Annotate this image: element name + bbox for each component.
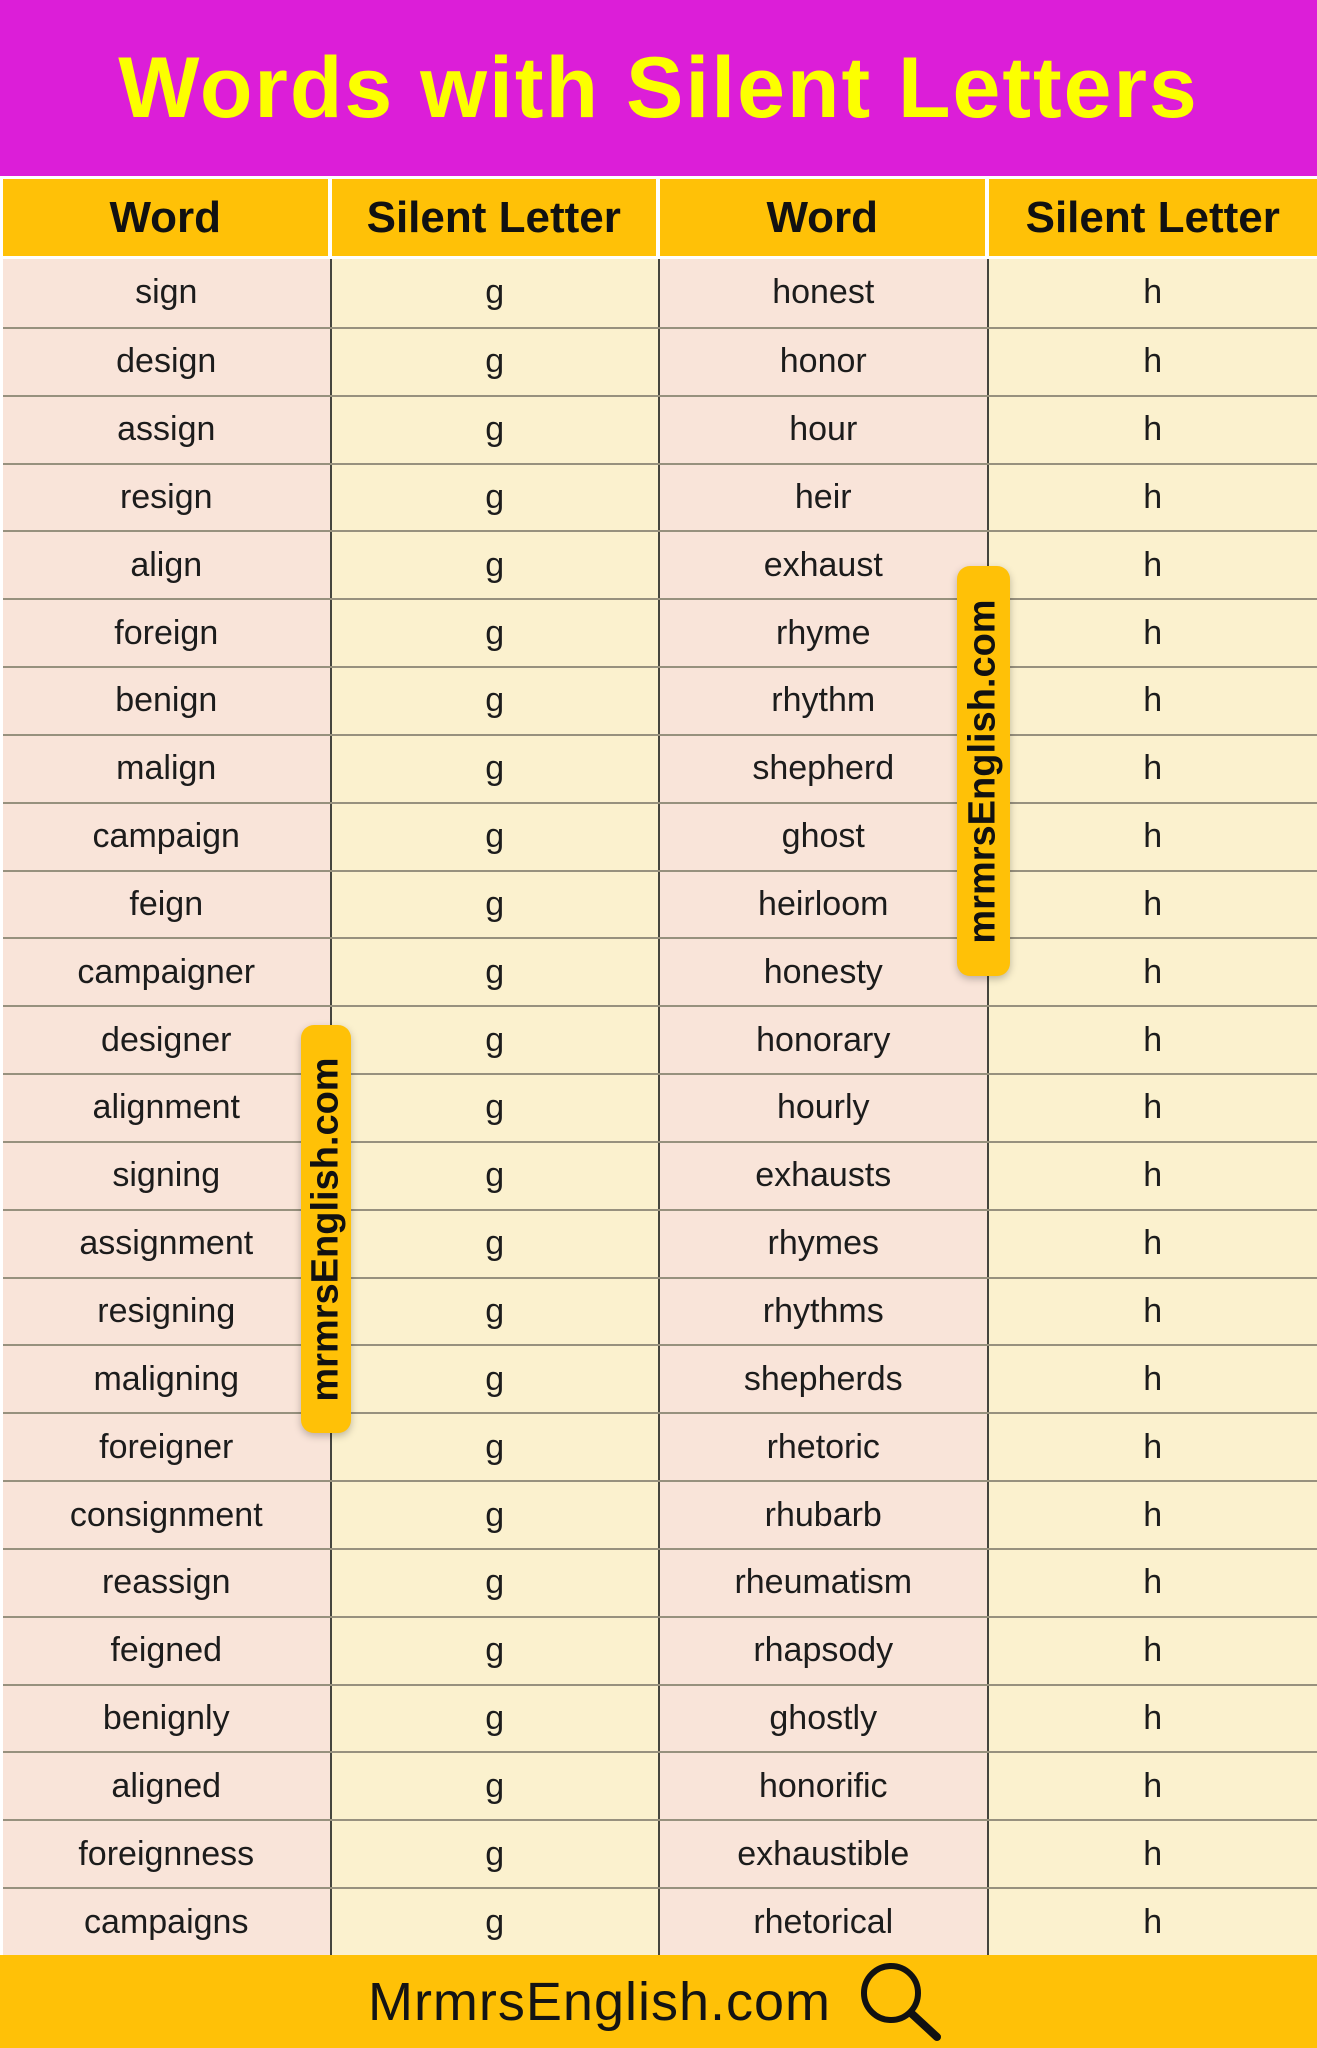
word-cell: rhetorical bbox=[660, 1889, 989, 1955]
silent-letter-cell: g bbox=[332, 1550, 661, 1616]
silent-letter-cell: g bbox=[332, 1482, 661, 1548]
word-cell: maligning bbox=[3, 1346, 332, 1412]
table-row bbox=[3, 259, 1317, 327]
silent-letter-cell: h bbox=[989, 1821, 1317, 1887]
word-cell: exhausts bbox=[660, 1143, 989, 1209]
silent-letter-cell: g bbox=[332, 668, 661, 734]
table-row bbox=[3, 1412, 1317, 1480]
watermark-left bbox=[301, 1025, 351, 1433]
silent-letter-cell: g bbox=[332, 1007, 661, 1073]
column-header-word-right: Word bbox=[660, 179, 989, 256]
table-row bbox=[3, 395, 1317, 463]
word-cell: campaigner bbox=[3, 939, 332, 1005]
table-row bbox=[3, 937, 1317, 1005]
word-cell: honesty bbox=[660, 939, 989, 1005]
word-cell: sign bbox=[3, 259, 332, 327]
silent-letter-cell: h bbox=[989, 329, 1317, 395]
word-cell: reassign bbox=[3, 1550, 332, 1616]
silent-letter-cell: g bbox=[332, 329, 661, 395]
watermark-left-text: mrmrsEnglish.com bbox=[304, 1056, 347, 1402]
table-row bbox=[3, 1751, 1317, 1819]
silent-letter-cell: g bbox=[332, 872, 661, 938]
table-row bbox=[3, 1480, 1317, 1548]
word-cell: hour bbox=[660, 397, 989, 463]
silent-letter-cell: h bbox=[989, 872, 1317, 938]
silent-letter-cell: h bbox=[989, 1753, 1317, 1819]
table-row bbox=[3, 327, 1317, 395]
silent-letter-cell: h bbox=[989, 1414, 1317, 1480]
silent-letter-cell: g bbox=[332, 1686, 661, 1752]
table-row bbox=[3, 1277, 1317, 1345]
silent-letter-cell: h bbox=[989, 1279, 1317, 1345]
word-cell: benignly bbox=[3, 1686, 332, 1752]
word-cell: malign bbox=[3, 736, 332, 802]
table-row bbox=[3, 1073, 1317, 1141]
word-cell: design bbox=[3, 329, 332, 395]
table-body bbox=[0, 259, 1317, 1955]
word-cell: signing bbox=[3, 1143, 332, 1209]
silent-letter-cell: g bbox=[332, 1211, 661, 1277]
silent-letter-cell: h bbox=[989, 668, 1317, 734]
silent-letter-cell: g bbox=[332, 1414, 661, 1480]
silent-letter-cell: g bbox=[332, 532, 661, 598]
table-row bbox=[3, 1209, 1317, 1277]
word-cell: honor bbox=[660, 329, 989, 395]
silent-letter-cell: h bbox=[989, 1550, 1317, 1616]
silent-letter-cell: g bbox=[332, 1753, 661, 1819]
table-row bbox=[3, 1548, 1317, 1616]
silent-letter-cell: h bbox=[989, 1889, 1317, 1955]
word-cell: heir bbox=[660, 465, 989, 531]
word-cell: heirloom bbox=[660, 872, 989, 938]
table-row bbox=[3, 1684, 1317, 1752]
table-row bbox=[3, 1141, 1317, 1209]
table-row bbox=[3, 666, 1317, 734]
silent-letter-cell: g bbox=[332, 1889, 661, 1955]
word-cell: shepherds bbox=[660, 1346, 989, 1412]
silent-letter-cell: g bbox=[332, 939, 661, 1005]
word-cell: rhubarb bbox=[660, 1482, 989, 1548]
word-cell: ghost bbox=[660, 804, 989, 870]
silent-letter-cell: h bbox=[989, 397, 1317, 463]
silent-letter-cell: h bbox=[989, 1618, 1317, 1684]
silent-letter-cell: g bbox=[332, 1618, 661, 1684]
silent-letter-cell: h bbox=[989, 1346, 1317, 1412]
word-cell: exhaust bbox=[660, 532, 989, 598]
word-cell: rhetoric bbox=[660, 1414, 989, 1480]
word-cell: rhapsody bbox=[660, 1618, 989, 1684]
silent-letter-cell: h bbox=[989, 1075, 1317, 1141]
table-row bbox=[3, 1616, 1317, 1684]
table-row bbox=[3, 530, 1317, 598]
silent-letter-cell: h bbox=[989, 600, 1317, 666]
word-cell: assign bbox=[3, 397, 332, 463]
word-cell: exhaustible bbox=[660, 1821, 989, 1887]
word-cell: feign bbox=[3, 872, 332, 938]
word-cell: campaigns bbox=[3, 1889, 332, 1955]
table-header-row bbox=[0, 179, 1317, 259]
silent-letter-cell: g bbox=[332, 1143, 661, 1209]
word-cell: aligned bbox=[3, 1753, 332, 1819]
silent-letter-cell: h bbox=[989, 465, 1317, 531]
word-cell: foreignness bbox=[3, 1821, 332, 1887]
word-cell: alignment bbox=[3, 1075, 332, 1141]
table-row bbox=[3, 1819, 1317, 1887]
watermark-right-text: mrmrsEnglish.com bbox=[962, 598, 1004, 944]
silent-letter-cell: h bbox=[989, 1211, 1317, 1277]
word-cell: resign bbox=[3, 465, 332, 531]
silent-letter-cell: h bbox=[989, 532, 1317, 598]
silent-letter-cell: g bbox=[332, 1279, 661, 1345]
silent-letter-cell: g bbox=[332, 1075, 661, 1141]
table-row bbox=[3, 463, 1317, 531]
word-cell: foreigner bbox=[3, 1414, 332, 1480]
silent-letter-cell: h bbox=[989, 939, 1317, 1005]
column-header-silent-letter-right: Silent Letter bbox=[1025, 192, 1280, 242]
word-cell: hourly bbox=[660, 1075, 989, 1141]
table-row bbox=[3, 1344, 1317, 1412]
footer-bar bbox=[0, 1955, 1317, 2048]
column-header-silent-letter-left: Silent Letter bbox=[332, 179, 661, 256]
word-cell: assignment bbox=[3, 1211, 332, 1277]
word-cell: honorary bbox=[660, 1007, 989, 1073]
footer-site-name: MrmrsEnglish.com bbox=[367, 1971, 832, 2032]
table-row bbox=[3, 802, 1317, 870]
silent-letter-cell: g bbox=[332, 600, 661, 666]
table-row bbox=[3, 870, 1317, 938]
table-row bbox=[3, 598, 1317, 666]
word-cell: consignment bbox=[3, 1482, 332, 1548]
title-banner bbox=[0, 0, 1317, 179]
word-cell: designer bbox=[3, 1007, 332, 1073]
silent-letter-cell: g bbox=[332, 1821, 661, 1887]
word-cell: campaign bbox=[3, 804, 332, 870]
silent-letter-cell: g bbox=[332, 397, 661, 463]
silent-letter-cell: h bbox=[989, 1686, 1317, 1752]
word-cell: ghostly bbox=[660, 1686, 989, 1752]
word-cell: shepherd bbox=[660, 736, 989, 802]
page-title: Words with Silent Letters bbox=[118, 39, 1199, 136]
silent-letter-cell: g bbox=[332, 1346, 661, 1412]
column-header-word-left: Word bbox=[3, 179, 332, 256]
word-cell: foreign bbox=[3, 600, 332, 666]
word-cell: honest bbox=[660, 259, 989, 327]
word-cell: benign bbox=[3, 668, 332, 734]
word-cell: rhythm bbox=[660, 668, 989, 734]
silent-letter-cell: g bbox=[332, 465, 661, 531]
word-cell: rhythms bbox=[660, 1279, 989, 1345]
word-cell: resigning bbox=[3, 1279, 332, 1345]
watermark-right bbox=[957, 566, 1010, 976]
silent-letter-cell: h bbox=[989, 1482, 1317, 1548]
silent-letter-cell: g bbox=[332, 804, 661, 870]
table-row bbox=[3, 1005, 1317, 1073]
word-cell: rhyme bbox=[660, 600, 989, 666]
word-cell: feigned bbox=[3, 1618, 332, 1684]
silent-letter-cell: g bbox=[332, 736, 661, 802]
silent-letter-cell: h bbox=[989, 804, 1317, 870]
silent-letter-cell: h bbox=[989, 259, 1317, 327]
word-cell: honorific bbox=[660, 1753, 989, 1819]
word-cell: align bbox=[3, 532, 332, 598]
word-cell: rhymes bbox=[660, 1211, 989, 1277]
silent-letter-cell: h bbox=[989, 736, 1317, 802]
magnifier-icon bbox=[859, 1961, 949, 2043]
silent-letter-cell: g bbox=[332, 259, 661, 327]
word-cell: rheumatism bbox=[660, 1550, 989, 1616]
silent-letter-cell: h bbox=[989, 1143, 1317, 1209]
silent-letter-cell: h bbox=[989, 1007, 1317, 1073]
table-row bbox=[3, 1887, 1317, 1955]
table-row bbox=[3, 734, 1317, 802]
